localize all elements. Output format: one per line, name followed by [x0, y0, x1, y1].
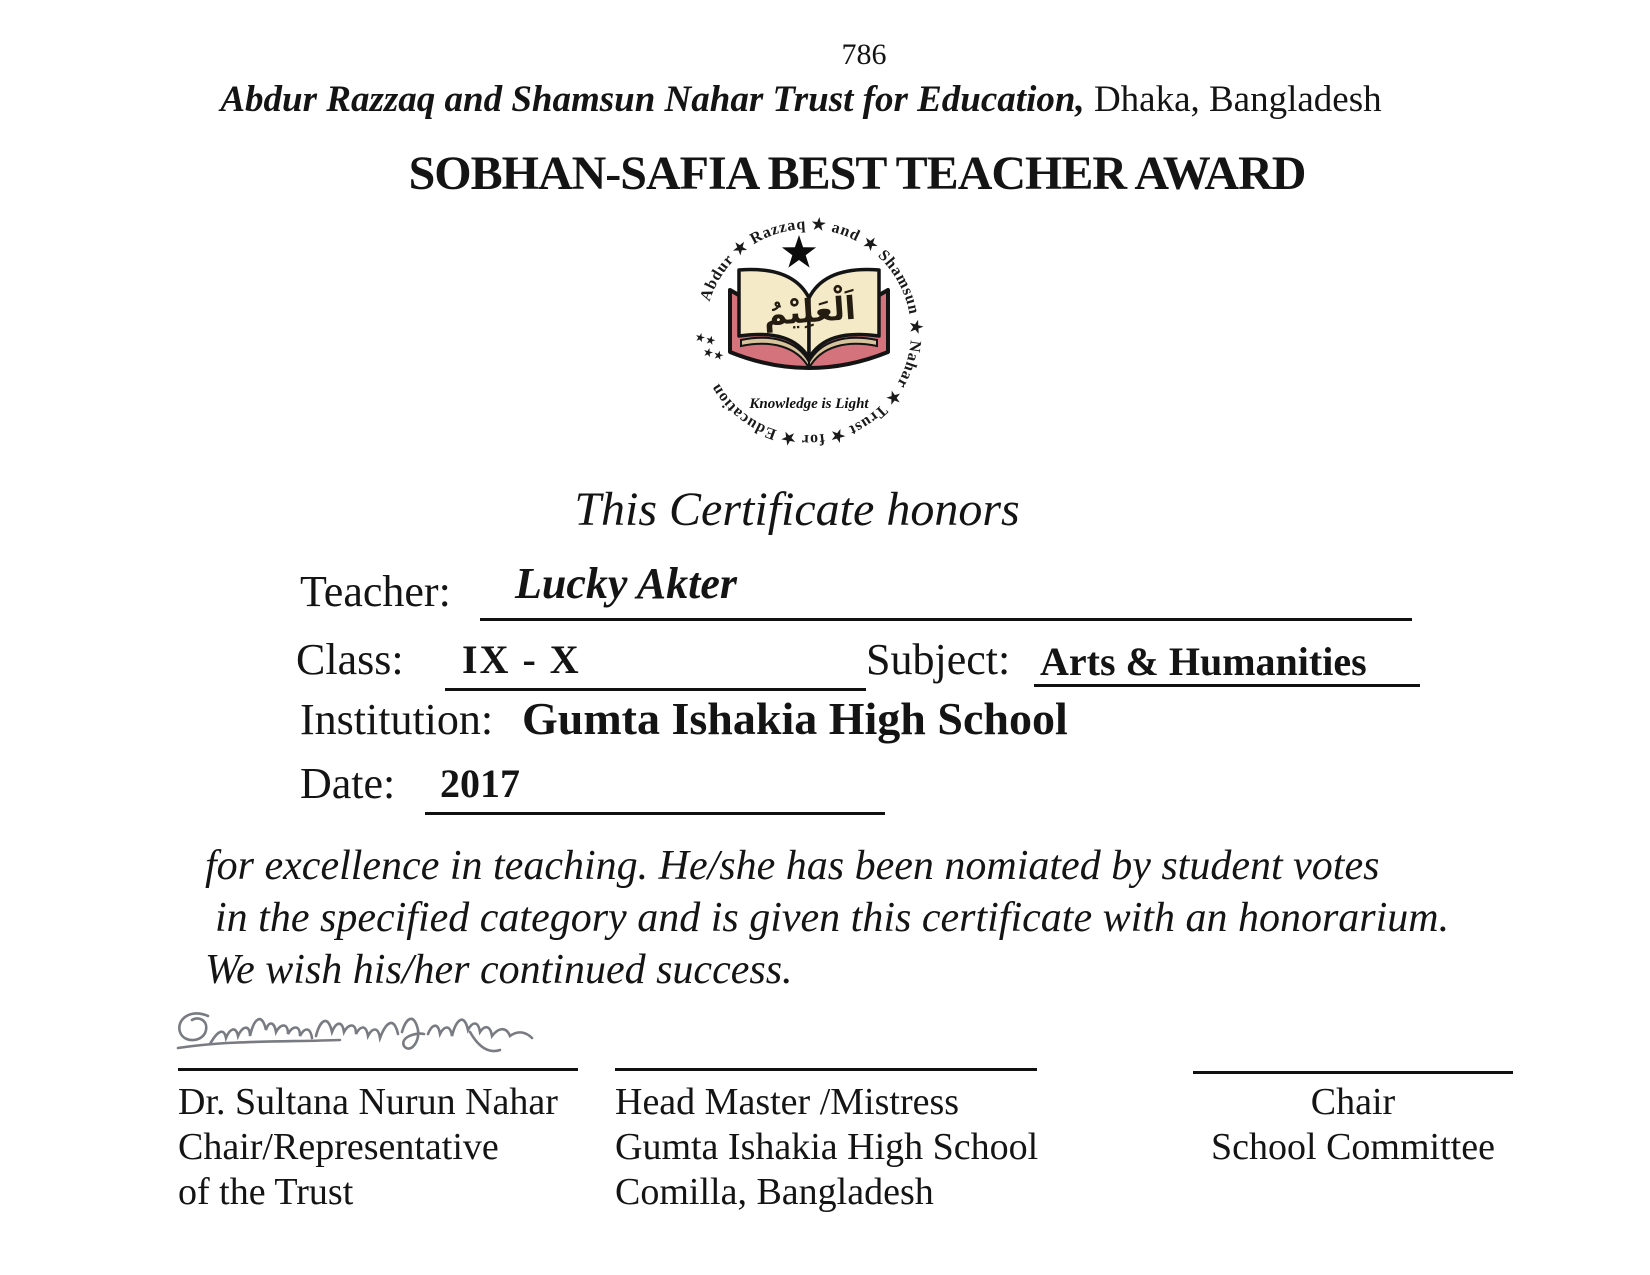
- middle-signature-line: [615, 1068, 1037, 1071]
- teacher-underline: [480, 618, 1412, 621]
- right-signatory-role: Chair: [1310, 1081, 1396, 1123]
- star-icon: [782, 235, 816, 268]
- right-signatory-committee: School Committee: [1211, 1126, 1495, 1168]
- middle-signatory-city: Comilla, Bangladesh: [615, 1171, 934, 1213]
- left-signature-line: [178, 1068, 578, 1071]
- middle-signatory-school: Gumta Ishakia High School: [615, 1126, 1039, 1168]
- trust-header: [0, 78, 1626, 121]
- left-signatory-role-2: of the Trust: [178, 1171, 354, 1213]
- date-label: Date:: [300, 759, 396, 808]
- bismillah-number: 786: [841, 38, 887, 71]
- left-signatory-role-1: Chair/Representative: [178, 1126, 499, 1168]
- class-underline: [445, 688, 866, 691]
- subject-label: Subject:: [866, 635, 1011, 684]
- seal-corner-stars-bottom: ★★: [701, 344, 726, 364]
- arabic-calligraphy: اَلْعَلِيْمُ: [762, 288, 857, 334]
- seal-corner-stars-top: ★★: [693, 329, 718, 349]
- date-underline: [425, 812, 885, 815]
- middle-signatory-block: [615, 1080, 1038, 1215]
- institution-label: Institution:: [300, 695, 494, 744]
- class-label: Class:: [296, 635, 404, 684]
- left-signatory-name: Dr. Sultana Nurun Nahar: [178, 1081, 558, 1123]
- trust-name: Abdur Razzaq and Shamsun Nahar Trust for Education,: [220, 79, 1085, 120]
- trust-seal-logo: [686, 210, 932, 456]
- subject-underline: [1034, 684, 1420, 687]
- subject-value: Arts & Humanities: [1040, 639, 1367, 684]
- middle-signatory-role: Head Master /Mistress: [615, 1081, 960, 1123]
- teacher-label: Teacher:: [300, 567, 451, 616]
- seal-ring-text: Abdur ★ Razzaq ★ and ★ Shamsun ★ Nahar ★ Trust ★ for ★ Education: [697, 215, 925, 449]
- date-value: 2017: [440, 761, 520, 806]
- citation-line-3: We wish his/her continued success.: [205, 947, 793, 993]
- right-signature-line: [1193, 1071, 1513, 1074]
- institution-value: Gumta Ishakia High School: [522, 693, 1068, 744]
- left-signatory-block: [178, 1080, 558, 1215]
- trust-location: Dhaka, Bangladesh: [1084, 79, 1382, 120]
- award-title: SOBHAN-SAFIA BEST TEACHER AWARD: [408, 147, 1306, 200]
- citation-line-1: for excellence in teaching. He/she has been nomiated by student votes: [205, 843, 1380, 889]
- open-book-icon: [730, 270, 888, 368]
- teacher-value: Lucky Akter: [515, 559, 737, 608]
- signature-handwriting: [170, 1002, 538, 1068]
- honors-line: This Certificate honors: [574, 483, 1020, 536]
- citation-line-2: in the specified category and is given this certificate with an honorarium.: [215, 895, 1450, 941]
- right-signatory-block: [1173, 1080, 1533, 1170]
- seal-motto: Knowledge is Light: [749, 396, 869, 412]
- citation-paragraph: [205, 840, 1449, 996]
- class-value: IX - X: [462, 637, 581, 682]
